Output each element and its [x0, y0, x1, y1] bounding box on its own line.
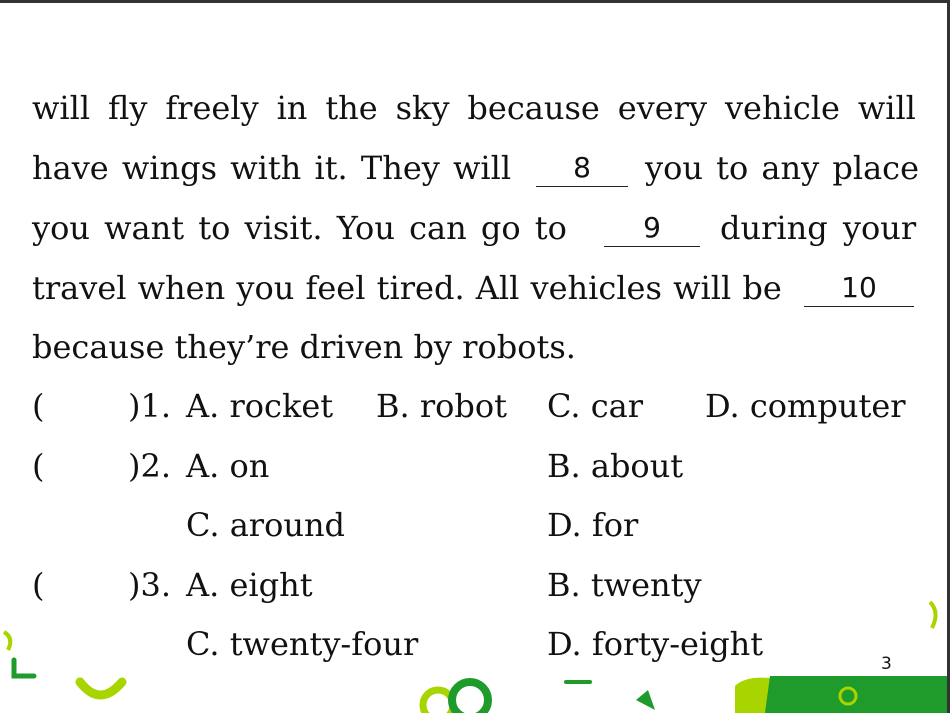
q3-option-b[interactable]: B. twenty — [547, 566, 702, 604]
q1-option-a[interactable]: A. rocket — [186, 387, 334, 425]
q2-option-d[interactable]: D. for — [547, 506, 639, 544]
word: every — [617, 89, 708, 127]
q3-option-d[interactable]: D. forty-eight — [547, 625, 764, 663]
q3-paren-open[interactable]: ( — [32, 566, 45, 604]
q2-number: )2. — [128, 447, 172, 485]
word: because — [467, 89, 600, 127]
q1-option-b[interactable]: B. robot — [376, 387, 508, 425]
word: in — [276, 89, 308, 127]
q2-paren-open[interactable]: ( — [32, 447, 45, 485]
page-number: 3 — [881, 654, 892, 674]
word: will — [32, 89, 91, 127]
blank-9[interactable]: 9 — [604, 210, 700, 247]
passage-line-1 — [32, 88, 916, 128]
q2-option-c[interactable]: C. around — [186, 506, 346, 544]
blank-10[interactable]: 10 — [804, 270, 914, 307]
passage-line-4: travel when you feel tired. All vehicles will be — [32, 269, 782, 307]
q1-option-d[interactable]: D. computer — [705, 387, 906, 425]
word: sky — [395, 89, 450, 127]
q1-paren-open[interactable]: ( — [32, 387, 45, 425]
passage-line-2-end: you to any place — [645, 149, 920, 187]
q3-option-a[interactable]: A. eight — [186, 566, 313, 604]
q2-option-a[interactable]: A. on — [186, 447, 270, 485]
q1-number: )1. — [128, 387, 172, 425]
word: vehicle — [724, 89, 840, 127]
q1-option-c[interactable]: C. car — [547, 387, 643, 425]
blank-8[interactable]: 8 — [536, 150, 628, 187]
q2-option-b[interactable]: B. about — [547, 447, 684, 485]
word: the — [325, 89, 378, 127]
passage-line-3-end: during your — [720, 209, 917, 247]
q3-option-c[interactable]: C. twenty-four — [186, 625, 419, 663]
q3-number: )3. — [128, 566, 172, 604]
passage-line-3-start: you want to visit. You can go to — [32, 209, 567, 247]
passage-line-2-start: have wings with it. They will — [32, 149, 512, 187]
word: will — [857, 89, 916, 127]
word: freely — [165, 89, 259, 127]
passage-line-5: because they’re driven by robots. — [32, 328, 576, 366]
word: fly — [108, 89, 148, 127]
